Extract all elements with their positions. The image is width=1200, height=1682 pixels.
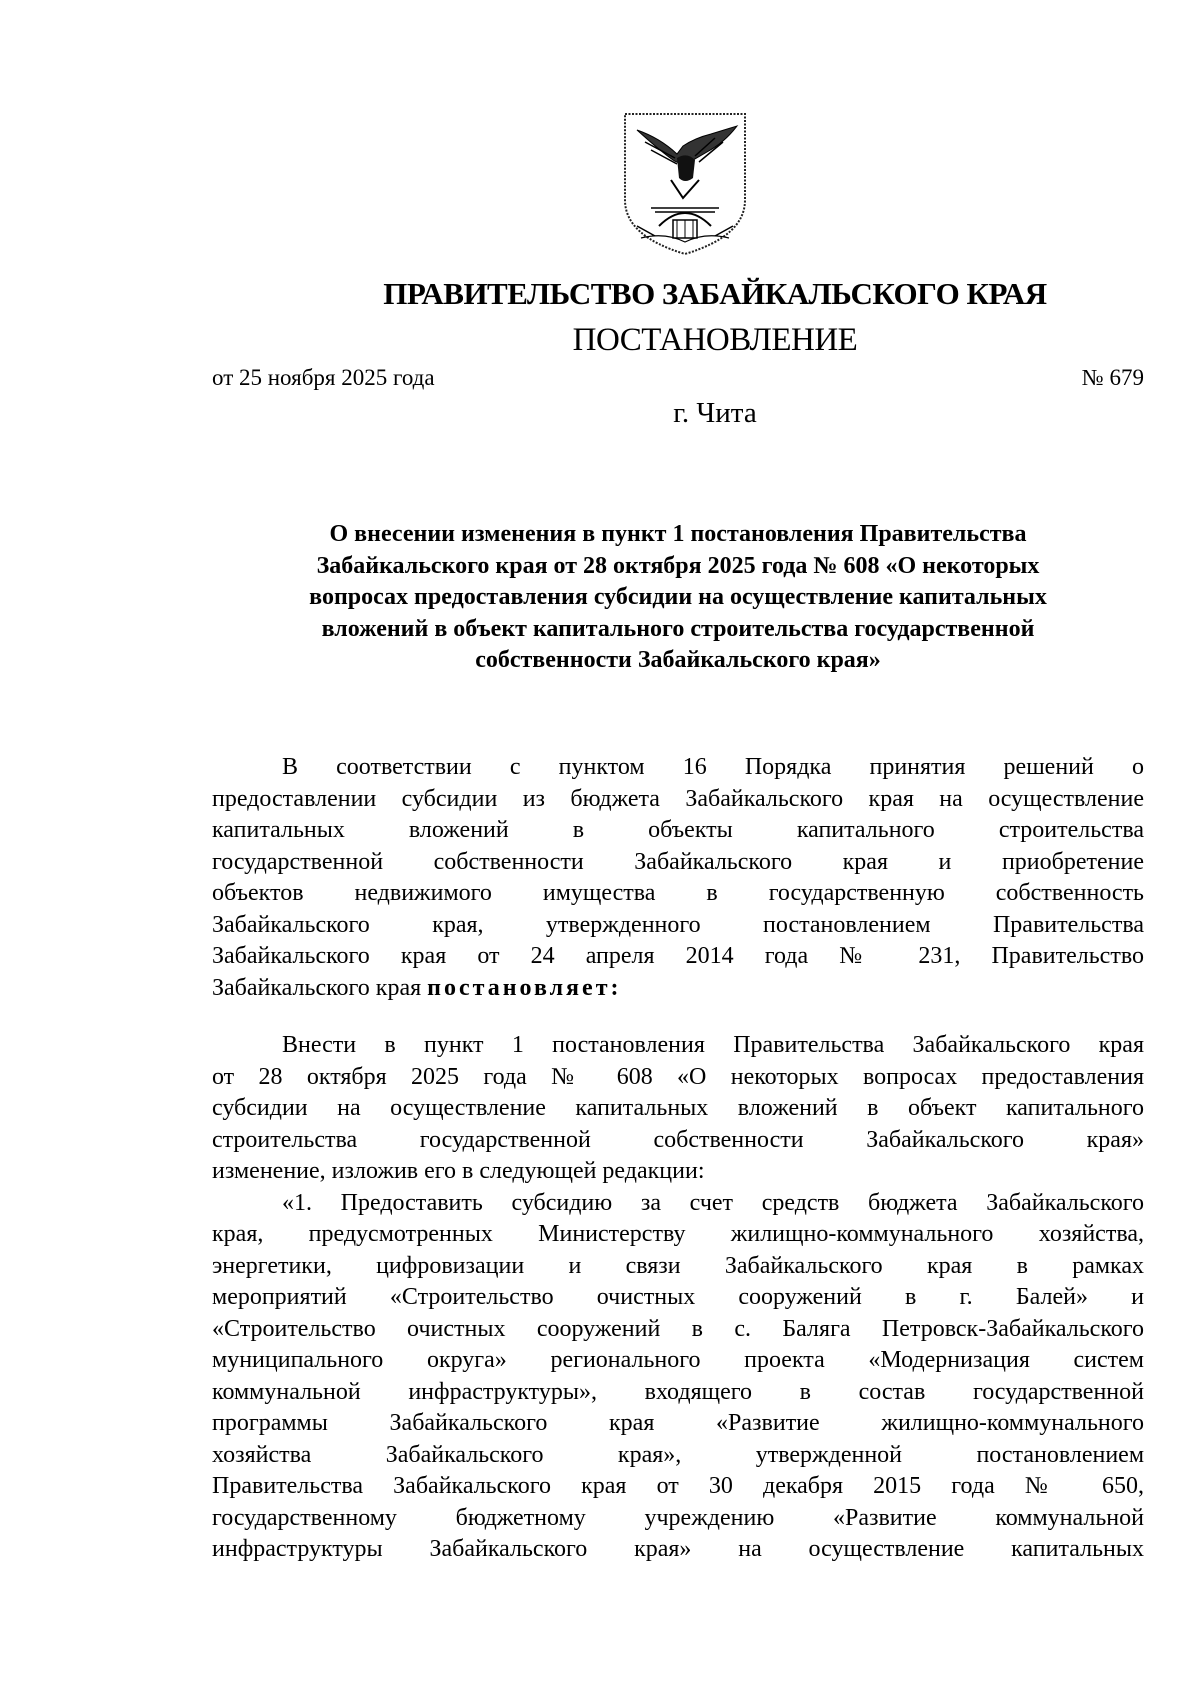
document-heading: [212, 519, 1144, 677]
paragraph-line: «1. Предоставить субсидию за счет средств бюджета Забайкальского: [282, 1189, 1144, 1216]
heading-line: вложений в объект капитального строительства государственной: [321, 615, 1035, 642]
paragraph-line: программы Забайкальского края «Развитие жилищно-коммунального: [212, 1410, 1144, 1436]
resolution-keyword: постановляет:: [427, 974, 622, 1001]
paragraph-line: [212, 973, 1144, 1005]
paragraph-line: объектов недвижимого имущества в государственную собственность: [212, 880, 1144, 906]
paragraph-line: Забайкальского края, утвержденного постановлением Правительства: [212, 911, 1144, 938]
paragraph-line: от 28 октября 2025 года № 608 «О некоторых вопросах предоставления: [212, 1063, 1144, 1090]
paragraph-line: инфраструктуры Забайкальского края» на осуществление капитальных: [212, 1536, 1144, 1562]
resolution-prefix: Забайкальского края: [212, 974, 428, 1001]
paragraph-line: государственной собственности Забайкальского края и приобретение: [212, 848, 1144, 875]
paragraph-line: капитальных вложений в объекты капитального строительства: [212, 817, 1144, 843]
paragraph-line: муниципального округа» регионального проекта «Модернизация систем: [212, 1347, 1144, 1373]
heading-line: вопросах предоставления субсидии на осуществление капитальных: [309, 584, 1047, 610]
paragraph-line: Правительства Забайкальского края от 30 декабря 2015 года № 650,: [212, 1473, 1144, 1499]
paragraph-line: Внести в пункт 1 постановления Правительства Забайкальского края: [282, 1032, 1144, 1058]
paragraph-line: «Строительство очистных сооружений в с. Баляга Петровск-Забайкальского: [212, 1315, 1144, 1342]
paragraph-line: предоставлении субсидии из бюджета Забайкальского края на осуществление: [212, 785, 1144, 812]
document-city: г. Чита: [673, 397, 757, 429]
heading-line: Забайкальского края от 28 октября 2025 года № 608 «О некоторых: [316, 552, 1040, 579]
paragraph-line: мероприятий «Строительство очистных сооружений в г. Балей» и: [212, 1284, 1144, 1310]
document-type: ПОСТАНОВЛЕНИЕ: [572, 322, 858, 358]
document-date: от 25 ноября 2025 года: [212, 365, 435, 390]
paragraph-resolution: [212, 1030, 1144, 1566]
document-number: № 679: [1081, 365, 1144, 390]
heading-line: О внесении изменения в пункт 1 постановления Правительства: [329, 521, 1027, 547]
paragraph-line: Забайкальского края от 24 апреля 2014 года № 231, Правительство: [212, 943, 1144, 969]
paragraph-line: хозяйства Забайкальского края», утвержденной постановлением: [212, 1441, 1144, 1468]
paragraph-line: строительства государственной собственности Забайкальского края»: [212, 1126, 1144, 1153]
paragraph-line: энергетики, цифровизации и связи Забайкальского края в рамках: [212, 1252, 1144, 1279]
paragraph-line: государственному бюджетному учреждению «Развитие коммунальной: [212, 1504, 1144, 1531]
paragraph-line: края, предусмотренных Министерству жилищно-коммунального хозяйства,: [212, 1221, 1144, 1247]
government-title: ПРАВИТЕЛЬСТВО ЗАБАЙКАЛЬСКОГО КРАЯ: [383, 276, 1047, 311]
paragraph-preamble: [212, 752, 1144, 1004]
paragraph-line: коммунальной инфраструктуры», входящего в состав государственной: [212, 1378, 1144, 1405]
paragraph-line: субсидии на осуществление капитальных вложений в объект капитального: [212, 1095, 1144, 1121]
coat-of-arms-icon: [615, 108, 755, 256]
heading-line: собственности Забайкальского края»: [475, 647, 881, 673]
paragraph-line: В соответствии с пунктом 16 Порядка принятия решений о: [282, 754, 1144, 780]
paragraph-line: изменение, изложив его в следующей редакции:: [212, 1158, 705, 1184]
